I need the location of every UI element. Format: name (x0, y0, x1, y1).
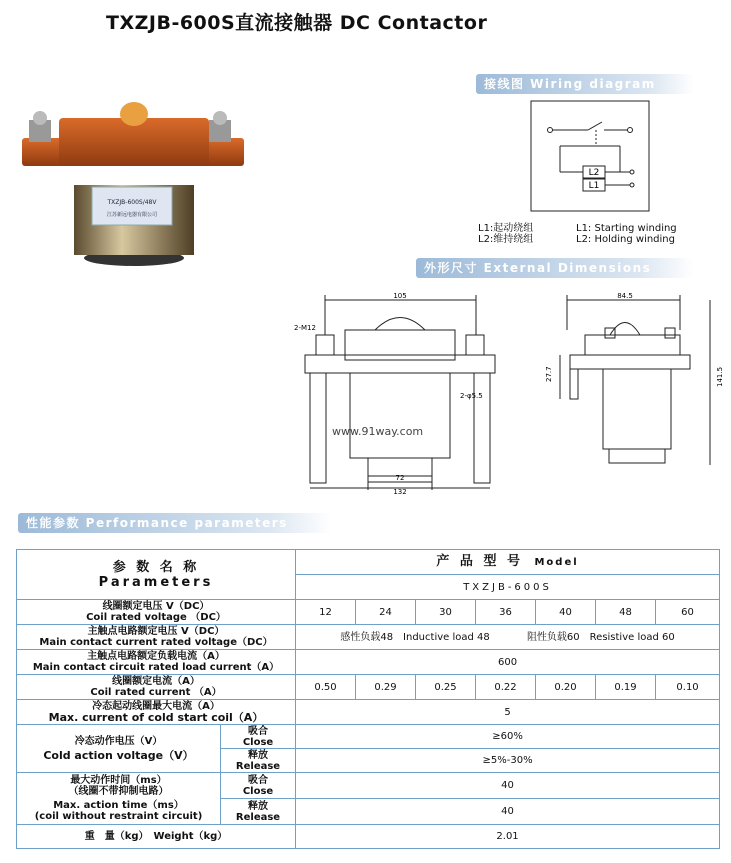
model-header-cn: 产 品 型 号 (436, 554, 523, 569)
action-time-close-en: Close (242, 785, 274, 797)
main-current-label (17, 650, 296, 675)
coil-voltage-value: 30 (416, 600, 476, 625)
cold-action-close-cn: 吸合 (248, 725, 268, 737)
action-time-release-value: 40 (296, 799, 720, 825)
front-dimension-drawing (290, 290, 500, 495)
main-current-value: 600 (296, 650, 720, 675)
performance-table (16, 549, 720, 849)
cold-action-release-cn: 释放 (248, 749, 268, 761)
param-header-cn: 参 数 名 称 (112, 559, 200, 575)
product-label-line2: 江苏新远电器有限公司 (106, 212, 158, 218)
table-row (17, 550, 720, 575)
coil-current-value: 0.20 (536, 675, 596, 700)
legend-en-2: L2: Holding winding (576, 234, 675, 245)
cold-action-release-en: Release (235, 760, 281, 772)
performance-banner: 性能参数 Performance parameters (18, 513, 332, 533)
param-header-cell (17, 550, 296, 600)
table-row (17, 625, 720, 650)
front-top-width: 105 (393, 292, 407, 300)
cold-start-label (17, 700, 296, 725)
coil-current-en: Coil rated current （A） (90, 687, 222, 698)
action-time-release-en: Release (235, 811, 281, 823)
wiring-diagram-banner: 接线图 Wiring diagram (476, 74, 694, 94)
coil-current-value: 0.22 (476, 675, 536, 700)
coil-current-value: 0.50 (296, 675, 356, 700)
table-row (17, 773, 720, 799)
coil-voltage-en: Coil rated voltage （DC） (86, 612, 226, 623)
coil-current-value: 0.25 (416, 675, 476, 700)
wiring-legend-cn (478, 223, 533, 245)
coil-voltage-cn: 线圈额定电压 V（DC） (102, 601, 210, 612)
action-time-cn2: （线圈不带抑制电路） (68, 786, 169, 797)
cold-action-close-en: Close (242, 736, 274, 748)
coil-voltage-value: 60 (656, 600, 720, 625)
coil-current-value: 0.10 (656, 675, 720, 700)
table-row (17, 825, 720, 849)
main-voltage-resistive: 阻性负载60 Resistive load 60 (526, 631, 675, 643)
cold-start-en: Max. current of cold start coil（A） (48, 711, 264, 724)
cold-action-close-value: ≥60% (296, 725, 720, 749)
cold-action-close-label (221, 725, 296, 749)
action-time-close-cn: 吸合 (248, 774, 268, 786)
table-row (17, 700, 720, 725)
model-value: TXZJB-600S (296, 575, 720, 600)
main-current-cn: 主触点电路额定负载电流（A） (87, 651, 225, 662)
coil-voltage-label (17, 600, 296, 625)
action-time-close-label (221, 773, 296, 799)
action-time-label (17, 773, 221, 825)
coil-current-cn: 线圈额定电流（A） (112, 676, 200, 687)
param-header-en: Parameters (98, 574, 214, 590)
cold-start-value: 5 (296, 700, 720, 725)
main-voltage-values (296, 625, 720, 650)
watermark: www.91way.com (332, 425, 424, 438)
side-bracket-height: 27.7 (545, 366, 553, 382)
legend-cn-1: L1:起动绕组 (478, 223, 534, 234)
coil-voltage-value: 48 (596, 600, 656, 625)
coil-voltage-value: 36 (476, 600, 536, 625)
side-dimension-drawing (525, 290, 725, 480)
main-voltage-label (17, 625, 296, 650)
dimensions-banner: 外形尺寸 External Dimensions (416, 258, 694, 278)
legend-cn-2: L2:维持绕组 (478, 234, 534, 245)
page-title: TXZJB-600S直流接触器 DC Contactor (106, 12, 488, 34)
action-time-release-cn: 释放 (248, 800, 268, 812)
main-voltage-cn: 主触点电路额定电压 V（DC） (87, 626, 225, 637)
weight-label: 重 量（kg） Weight（kg） (17, 825, 296, 849)
cold-action-release-label (221, 749, 296, 773)
table-row (17, 600, 720, 625)
table-row (17, 675, 720, 700)
cold-action-release-value: ≥5%-30% (296, 749, 720, 773)
legend-en-1: L1: Starting winding (576, 223, 677, 234)
side-top-width: 84.5 (617, 292, 633, 300)
action-time-cn1: 最大动作时间（ms） (70, 775, 167, 786)
weight-value: 2.01 (296, 825, 720, 849)
main-current-en: Main contact circuit rated load current（A） (32, 662, 280, 673)
front-total-width: 132 (393, 488, 407, 495)
wiring-l2: L2 (588, 168, 600, 178)
action-time-close-value: 40 (296, 773, 720, 799)
model-header-en: Model (534, 557, 579, 568)
contactor-photo (14, 90, 254, 270)
front-hole: 2-φ5.5 (460, 392, 483, 400)
model-header-cell (296, 550, 720, 575)
side-total-height: 141.5 (716, 366, 724, 387)
coil-current-label (17, 675, 296, 700)
action-time-en2: (coil without restraint circuit) (34, 811, 203, 822)
coil-voltage-value: 12 (296, 600, 356, 625)
coil-current-value: 0.29 (356, 675, 416, 700)
cold-start-cn: 冷态起动线圈最大电流（A） (92, 701, 220, 712)
coil-voltage-value: 24 (356, 600, 416, 625)
cold-action-cn: 冷态动作电压（V） (74, 736, 163, 747)
front-bolt: 2-M12 (294, 324, 316, 332)
wiring-diagram (530, 100, 650, 212)
main-voltage-en: Main contact current rated voltage（DC） (39, 637, 273, 648)
wiring-l1: L1 (588, 181, 600, 191)
cold-action-en: Cold action voltage（V） (43, 749, 194, 762)
coil-voltage-value: 40 (536, 600, 596, 625)
cold-action-label (17, 725, 221, 773)
action-time-release-label (221, 799, 296, 825)
wiring-legend-en (576, 223, 677, 245)
front-base-width: 72 (395, 474, 405, 482)
product-label-line1: TXZJB-600S/48V (107, 199, 157, 206)
table-row (17, 650, 720, 675)
action-time-en1: Max. action time（ms） (53, 800, 184, 811)
main-voltage-inductive: 感性负载48 Inductive load 48 (340, 631, 490, 643)
table-row (17, 725, 720, 749)
coil-current-value: 0.19 (596, 675, 656, 700)
